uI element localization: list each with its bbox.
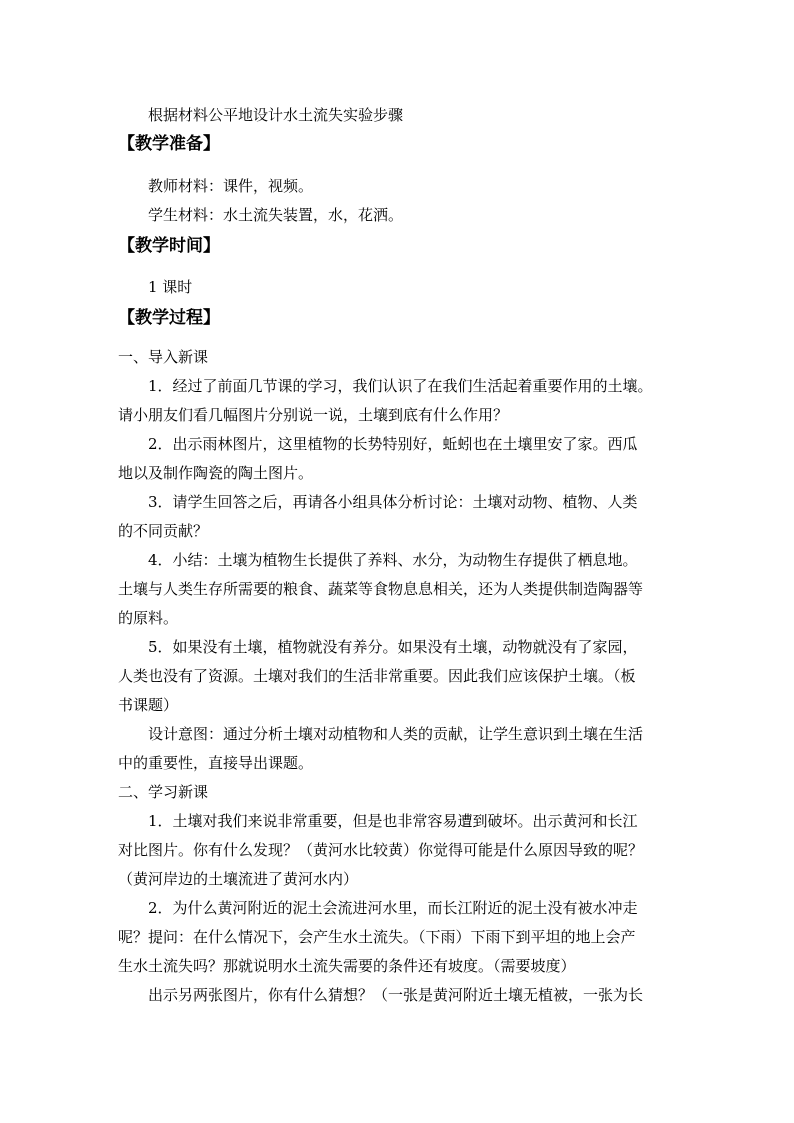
section-heading-preparation: 【教学准备】: [118, 134, 220, 154]
text-line: 书课题）: [118, 696, 179, 714]
subsection-heading: 二、学习新课: [118, 783, 209, 801]
text-line: 地以及制作陶瓷的陶土图片。: [118, 464, 314, 482]
text-line: 1．经过了前面几节课的学习，我们认识了在我们生活起着重要作用的土壤。: [148, 377, 653, 395]
text-line: 人类也没有了资源。土壤对我们的生活非常重要。因此我们应该保护土壤。（板: [118, 667, 636, 685]
text-line: 出示另两张图片，你有什么猜想？（一张是黄河附近土壤无植被，一张为长: [148, 986, 644, 1004]
text-line: 中的重要性，直接导出课题。: [118, 754, 314, 772]
text-line: 土壤与人类生存所需要的粮食、蔬菜等食物息息相关，还为人类提供制造陶器等: [118, 580, 644, 598]
subsection-heading: 一、导入新课: [118, 348, 209, 366]
text-line: （黄河岸边的土壤流进了黄河水内）: [118, 870, 359, 888]
text-line: 对比图片。你有什么发现？（黄河水比较黄）你觉得可能是什么原因导致的呢？: [118, 841, 644, 859]
section-heading-time: 【教学时间】: [118, 236, 220, 256]
text-line: 1．土壤对我们来说非常重要，但是也非常容易遭到破坏。出示黄河和长江: [148, 812, 638, 830]
text-line: 根据材料公平地设计水土流失实验步骤: [148, 106, 404, 124]
text-line: 4．小结：土壤为植物生长提供了养料、水分，为动物生存提供了栖息地。: [148, 551, 638, 569]
text-line: 5．如果没有土壤，植物就没有养分。如果没有土壤，动物就没有了家园，: [148, 638, 638, 656]
text-line: 生水土流失吗？那就说明水土流失需要的条件还有坡度。（需要坡度）: [118, 957, 576, 975]
text-line: 2．出示雨林图片，这里植物的长势特别好，蚯蚓也在土壤里安了家。西瓜: [148, 435, 638, 453]
text-line: 设计意图：通过分析土壤对动植物和人类的贡献，让学生意识到土壤在生活: [148, 725, 644, 743]
text-line: 2．为什么黄河附近的泥土会流进河水里，而长江附近的泥土没有被水冲走: [148, 899, 638, 917]
text-line: 学生材料：水土流失装置，水，花洒。: [148, 206, 404, 224]
text-line: 的不同贡献？: [118, 522, 209, 540]
text-line: 呢？提问：在什么情况下，会产生水土流失。（下雨）下雨下到平坦的地上会产: [118, 928, 636, 946]
text-line: 教师材料：课件，视频。: [148, 177, 314, 195]
text-line: 请小朋友们看几幅图片分别说一说，土壤到底有什么作用？: [118, 406, 509, 424]
section-heading-process: 【教学过程】: [118, 308, 220, 328]
text-line: 1 课时: [148, 278, 193, 296]
text-line: 的原料。: [118, 609, 179, 627]
text-line: 3．请学生回答之后，再请各小组具体分析讨论：土壤对动物、植物、人类: [148, 493, 638, 511]
